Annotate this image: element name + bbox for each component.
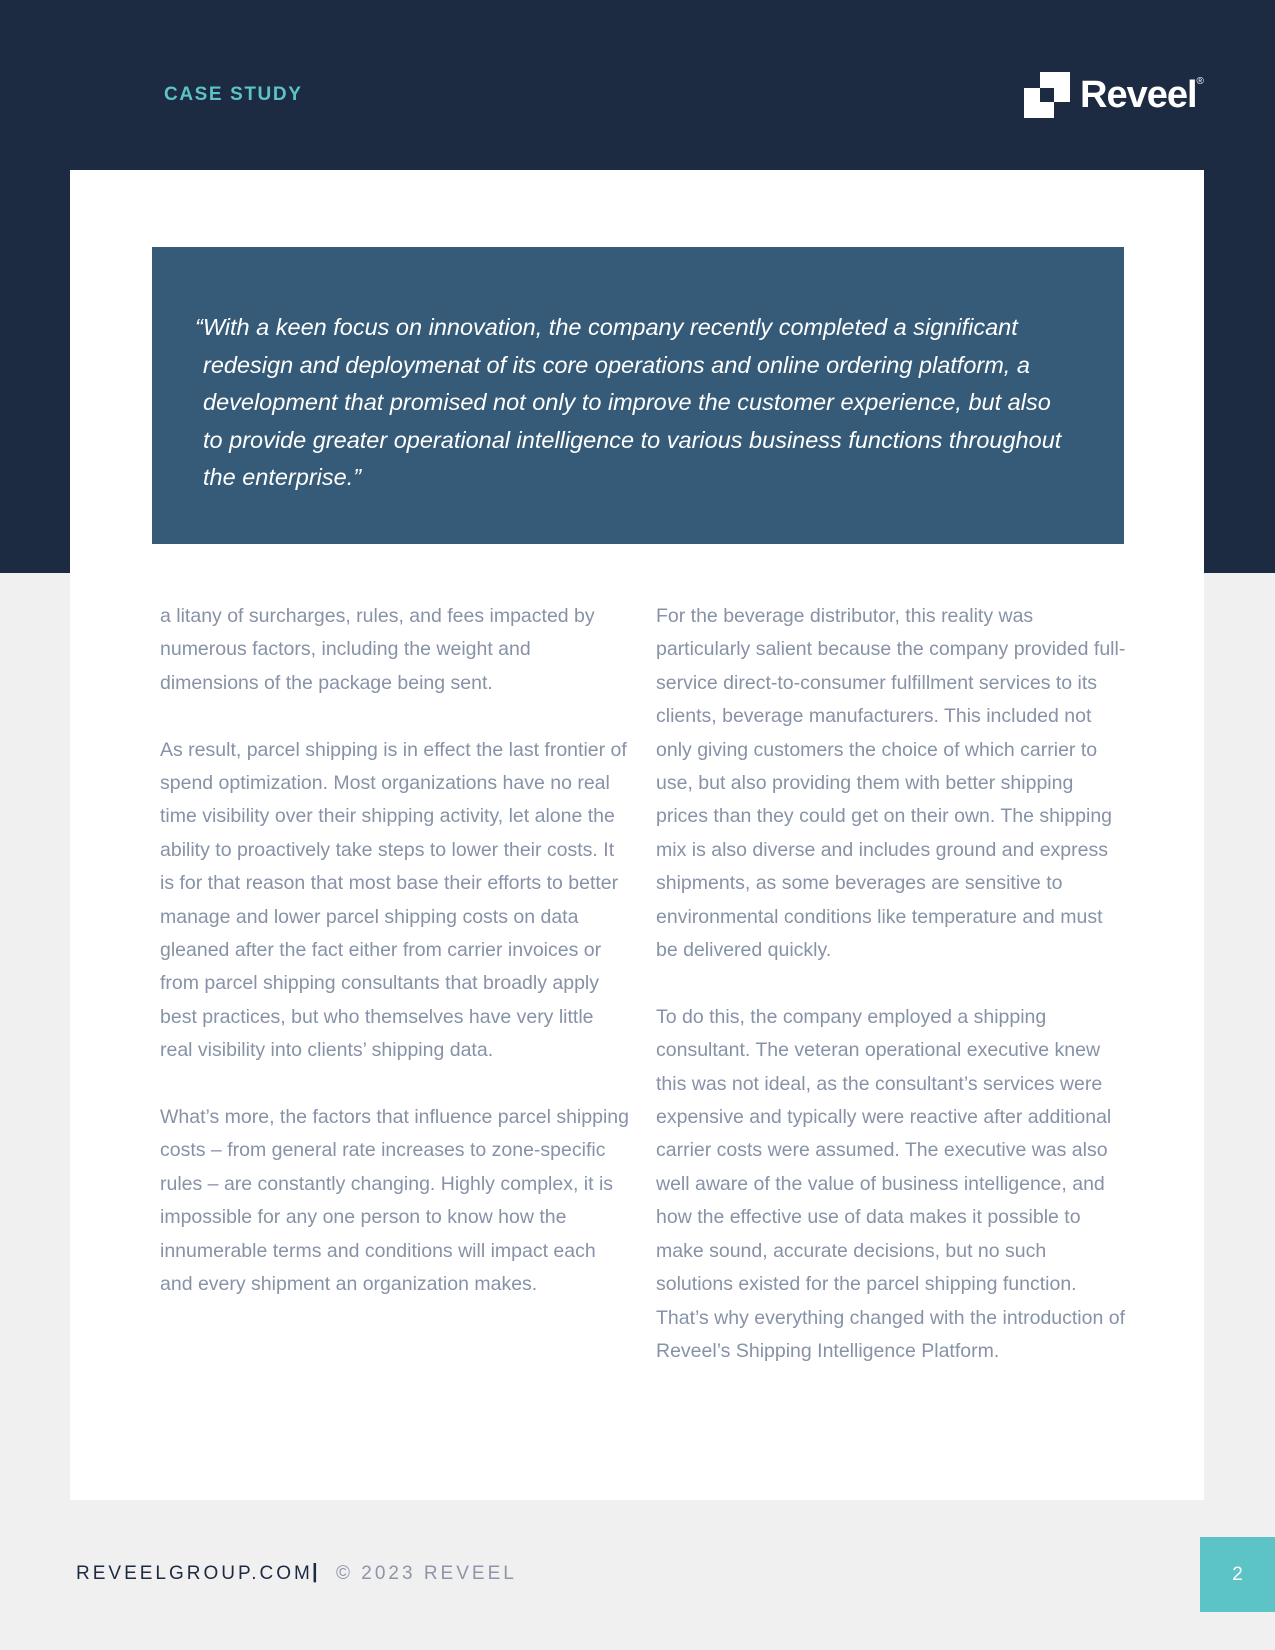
paragraph: As result, parcel shipping is in effect the last frontier of spend optimization. Most organizations have no real time visibility over their shipping activity, let alone the ability to proactively take steps to lower their costs. It is for that reason that most base their efforts to better manage and lower parcel shipping costs on data gleaned after the fact either from carrier invoices or from parcel shipping consultants that broadly apply best practices, but who themselves have very little real visibility into clients’ shipping data. <box>160 738 627 1062</box>
paragraph: a litany of surcharges, rules, and fees impacted by numerous factors, including the weight and dimensions of the package being sent. <box>160 605 595 694</box>
footer-separator: | <box>312 1561 318 1583</box>
reveel-logo-mark-icon <box>1024 72 1070 118</box>
page-number-tab <box>1200 1537 1275 1612</box>
paragraph: What’s more, the factors that influence parcel shipping costs – from general rate increases to zone-specific rules – are constantly changing. Highly complex, it is impossible for any one person to know how the innumerable terms and conditions will impact each and every shipment an organization makes. <box>160 1106 629 1296</box>
paragraph: To do this, the company employed a shipping consultant. The veteran operational executive knew this was not ideal, as the consultant’s services were expensive and typically were reactive after additional carrier costs were assumed. The executive was also well aware of the value of business intelligence, and how the effective use of data makes it possible to make sound, accurate decisions, but no such solutions existed for the parcel shipping function. That’s why everything changed with the introduction of Reveel’s Shipping Intelligence Platform. <box>656 1005 1125 1362</box>
reveel-logo <box>1024 70 1204 120</box>
paragraph: For the beverage distributor, this reality was particularly salient because the company provided full-service direct-to-consumer fulfillment services to its clients, beverage manufacturers. This included not only giving customers the choice of which carrier to use, but also providing them with better shipping prices than they could get on their own. The shipping mix is also diverse and includes ground and express shipments, as some beverages are sensitive to environmental conditions like temperature and must be delivered quickly. <box>656 605 1126 962</box>
body-column-right <box>656 600 1126 1402</box>
document-type-label: CASE STUDY <box>164 84 303 105</box>
body-column-left <box>160 600 630 1335</box>
registered-mark: ® <box>1196 76 1204 87</box>
page-number: 2 <box>1232 1563 1243 1585</box>
footer-copyright: © 2023 REVEEL <box>336 1563 517 1584</box>
footer-website-link[interactable]: REVEELGROUP.COM <box>76 1563 313 1584</box>
pull-quote-text: “With a keen focus on innovation, the company recently completed a significant redesign and deploymenat of its core operations and online ordering platform, a development that promised not only to improve the customer experience, but also to provide greater operational intelligence to various business functions throughout the enterprise.” <box>195 314 1062 490</box>
pull-quote-box <box>152 247 1124 544</box>
logo-wordmark: Reveel <box>1080 73 1197 116</box>
